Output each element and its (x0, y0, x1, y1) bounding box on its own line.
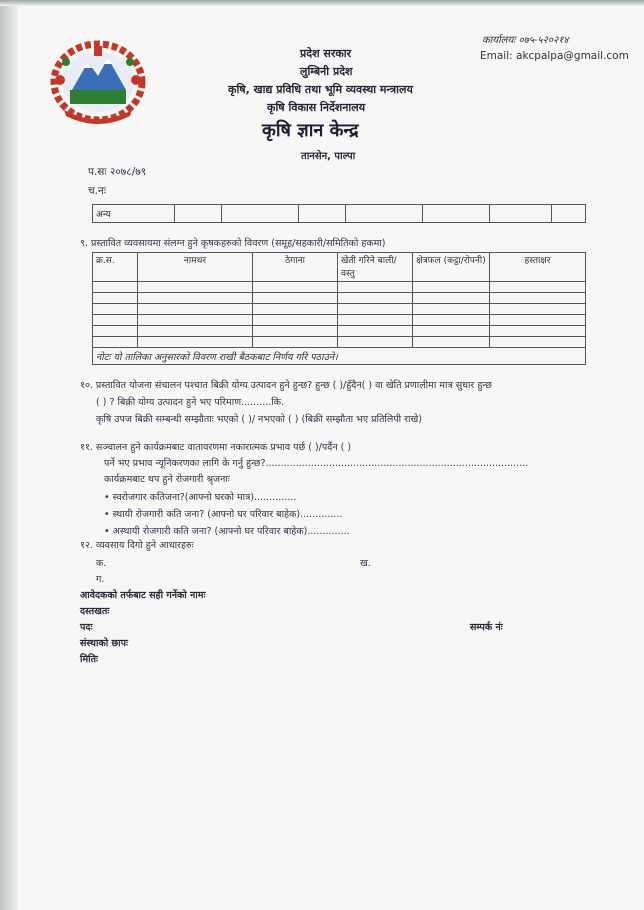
section12-kha: ख. (360, 558, 371, 569)
col-sn: क्र.स. (93, 253, 138, 282)
signature-stamp: संस्थाको छापः (80, 638, 128, 649)
signature-date: मितिः (80, 654, 98, 665)
header-line4: कृषि विकास निर्देशनालय (267, 101, 366, 114)
other-label: अन्य (93, 205, 175, 223)
section11-line1: ११. सञ्चालन हुने कार्यक्रमबाट वातावरणमा नकारात्मक प्रभाव पर्छ ( )/पर्दैन ( ) (80, 442, 352, 453)
header-line1: प्रदेश सरकार (300, 47, 352, 60)
email: Email: akcpalpa@gmail.com (480, 50, 629, 62)
office-phone: कार्यालयः ०७५-५२०२१४ (482, 35, 569, 46)
table-row (93, 315, 586, 326)
col-signature: हस्ताक्षर (490, 253, 586, 282)
table-header-row (93, 253, 586, 282)
table-cell (552, 205, 586, 223)
table-row (93, 304, 586, 315)
dispatch-number: च.नः (88, 185, 106, 197)
section11-bullet3: • अस्थायी रोजगारी कति जना? (आफ्नो घर परिवार बाहेक).............. (104, 526, 350, 537)
location: तानसेन, पाल्पा (301, 151, 356, 162)
col-name: नामथर (138, 253, 253, 282)
section11-bullet2: • स्थायी रोजगारी कति जना? (आफ्नो घर परिवार बाहेक).............. (104, 509, 343, 520)
other-table (92, 204, 586, 223)
table-row (93, 293, 586, 304)
table-cell (175, 205, 222, 223)
section11-line2: पर्ने भए प्रभाव न्यूनिकरणका लागि के गर्नु हुन्छ?....................................................................................... (104, 458, 529, 469)
col-area: क्षेत्रफल (कट्ठा/रोपनी) (413, 253, 490, 282)
signature-sign: दस्तखतः (80, 606, 110, 617)
table-cell (299, 205, 346, 223)
section12-heading: १२. व्यवसाय दिगो हुने आधारहरुः (80, 540, 194, 551)
section9-heading: ९. प्रस्तावित व्यवसायमा संलग्न हुने कृषकहरुको विवरण (समूह/सहकारी/समितिको हकमा) (80, 238, 386, 249)
section12-ga: ग. (96, 574, 105, 585)
section10-line2: ( ) ? बिक्री योग्य उत्पादन हुने भए परिमाण..........कि. (96, 397, 285, 408)
scan-shadow-left (0, 0, 18, 910)
table-cell (346, 205, 423, 223)
signature-post: पदः (80, 622, 93, 633)
scan-shadow-top (0, 0, 644, 6)
table-row (93, 326, 586, 337)
section10-line3: कृषि उपज बिक्री सम्बन्धी सम्झौताः भएको ( )/ नभएको ( ) (बिक्री सम्झौता भए प्रतिलिपी राखे) (96, 414, 422, 425)
section10-line1: १०. प्रस्तावित योजना संचालन पश्चात बिक्री योग्य उत्पादन हुने हुन्छ? हुन्छ ( )/हुँदैन( ) वा खेति प्रणालीमा मात्र सुधार हुन्छ (80, 380, 492, 391)
table-row (93, 337, 586, 348)
signature-heading: आवेदकको तर्फबाट सही गर्नेको नामः (80, 590, 206, 601)
table-note-row (93, 348, 586, 365)
section12-ka: क. (96, 558, 107, 569)
col-address: ठेगाना (253, 253, 338, 282)
nepal-emblem-icon (50, 40, 147, 124)
table-cell (423, 205, 490, 223)
col-crop: खेती गरिने बाली/वस्तु (338, 253, 413, 282)
table-cell (222, 205, 299, 223)
header-line3: कृषि, खाद्य प्रविधि तथा भूमि व्यवस्था मन्त्रालय (228, 83, 413, 96)
table-row (93, 282, 586, 293)
ref-number: प.सः २०७८/७९ (88, 166, 147, 178)
page-title: कृषि ज्ञान केन्द्र (262, 120, 359, 141)
signature-contact: सम्पर्क नंः (470, 622, 503, 633)
table-cell (490, 205, 552, 223)
table-note: नोटः यो तालिका अनुसारको विवरण राखी बैठकबाट निर्णय गरि पठाउने। (93, 348, 586, 365)
header-line2: लुम्बिनी प्रदेश (300, 65, 353, 78)
section11-bullet1: • स्वरोजगार कतिजना?(आफ्नो घरको मात्र).............. (104, 492, 297, 503)
farmers-table (92, 252, 586, 365)
table-row (93, 205, 586, 223)
section11-line3: कार्यक्रमबाट थप हुने रोजगारी श्रृजनाः (104, 474, 230, 485)
